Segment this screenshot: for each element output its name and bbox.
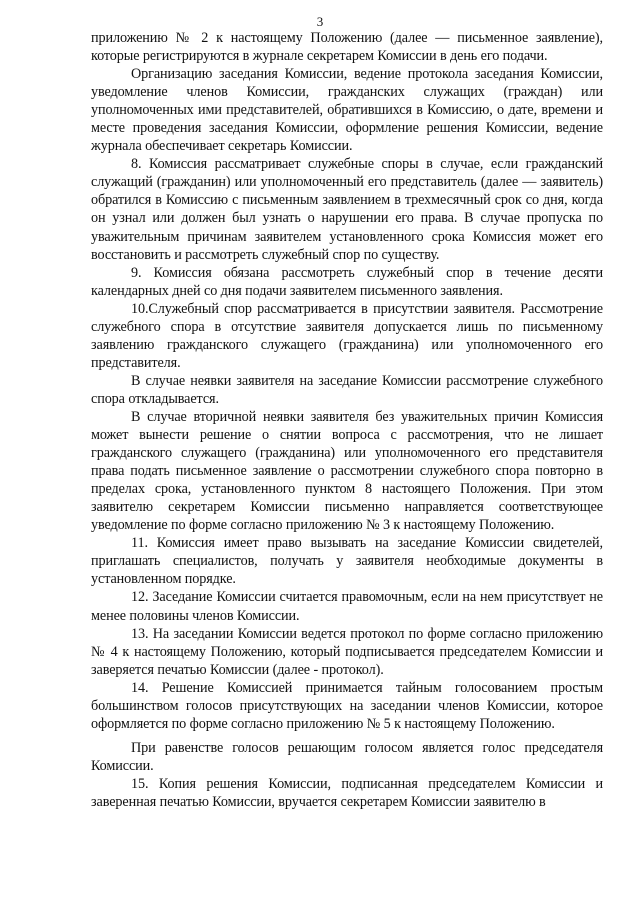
paragraph-absence: В случае неявки заявителя на заседание Комиссии рассмотрение служебного спора откладывается. (91, 372, 603, 407)
document-body (91, 29, 603, 811)
paragraph-tie-vote: При равенстве голосов решающим голосом является голос председателя Комиссии. (91, 739, 603, 774)
paragraph-item-11: 11. Комиссия имеет право вызывать на заседание Комиссии свидетелей, приглашать специалистов, получать у заявителя необходимые документы в установленном порядке. (91, 535, 603, 588)
paragraph-item-9: 9. Комиссия обязана рассмотреть служебный спор в течение десяти календарных дней со дня подачи заявителем письменного заявления. (91, 264, 603, 299)
page-number: 3 (316, 14, 324, 29)
paragraph-secretary-duties: Организацию заседания Комиссии, ведение протокола заседания Комиссии, уведомление членов Комиссии, гражданских служащих (граждан) или уполномоченных ими представителей, обратившихся в Комиссию, о дате, времени и месте проведения заседания Комиссии, оформление решения Комиссии, ведение журнала обеспечивает секретарь Комиссии. (91, 66, 603, 155)
paragraph-item-15: 15. Копия решения Комиссии, подписанная председателем Комиссии и заверенная печатью Комиссии, вручается секретарем Комиссии заявителю в (91, 775, 603, 810)
paragraph-continuation: приложению № 2 к настоящему Положению (далее — письменное заявление), которые регистрируются в журнале секретарем Комиссии в день его подачи. (91, 30, 603, 65)
paragraph-item-10: 10.Служебный спор рассматривается в присутствии заявителя. Рассмотрение служебного спора в отсутствие заявителя допускается лишь по письменному заявлению гражданского служащего (гражданина) или уполномоченного его представителя. (91, 300, 603, 371)
paragraph-second-absence: В случае вторичной неявки заявителя без уважительных причин Комиссия может вынести решение о снятии вопроса с рассмотрения, что не лишает гражданского служащего (гражданина) или уполномоченного его представителя права подать письменное заявление о рассмотрении служебного спора повторно в пределах срока, установленного пунктом 8 настоящего Положения. При этом заявителю секретарем Комиссии письменно направляется соответствующее уведомление по форме согласно приложению № 3 к настоящему Положению. (91, 408, 603, 534)
paragraph-item-14: 14. Решение Комиссией принимается тайным голосованием простым большинством голосов присутствующих на заседании членов Комиссии, которое оформляется по форме согласно приложению № 5 к настоящему Положению. (91, 679, 603, 732)
paragraph-item-8: 8. Комиссия рассматривает служебные споры в случае, если гражданский служащий (гражданин) или уполномоченный его представитель (далее — заявитель) обратился в Комиссию с письменным заявлением в трехмесячный срок со дня, когда он узнал или должен был узнать о нарушении его права. В случае пропуска по уважительным причинам заявителем установленного срока Комиссия может его восстановить и рассмотреть служебный спор по существу. (91, 156, 603, 263)
paragraph-item-13: 13. На заседании Комиссии ведется протокол по форме согласно приложению № 4 к настоящему Положению, который подписывается председателем Комиссии и заверяется печатью Комиссии (далее - протокол). (91, 625, 603, 678)
paragraph-item-12: 12. Заседание Комиссии считается правомочным, если на нем присутствует не менее половины членов Комиссии. (91, 589, 603, 624)
